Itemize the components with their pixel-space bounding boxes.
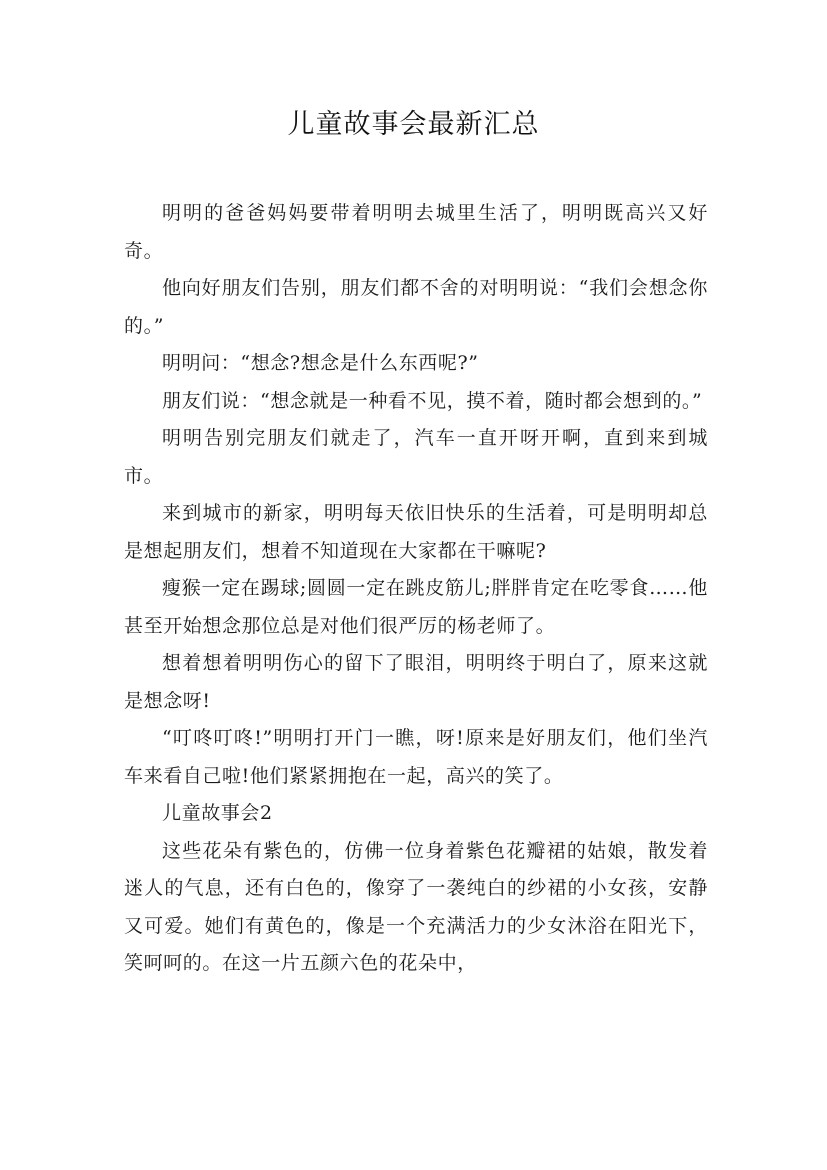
paragraph: “叮咚叮咚!”明明打开门一瞧，呀!原来是好朋友们，他们坐汽车来看自己啦!他们紧紧拥抱在一起，高兴的笑了。: [124, 727, 708, 787]
paragraph: 明明的爸爸妈妈要带着明明去城里生活了，明明既高兴又好奇。: [124, 202, 708, 262]
document-body: [124, 195, 708, 983]
paragraph: 朋友们说：“想念就是一种看不见，摸不着，随时都会想到的。”: [162, 389, 703, 412]
document-title: 儿童故事会最新汇总: [287, 109, 540, 140]
paragraph: 明明问：“想念?想念是什么东西呢?”: [162, 352, 479, 374]
paragraph: 这些花朵有紫色的，仿佛一位身着紫色花瓣裙的姑娘，散发着迷人的气息，还有白色的，像穿了一袭纯白的纱裙的小女孩，安静又可爱。她们有黄色的，像是一个充满活力的少女沐浴在阳光下，笑呵呵的。在这一片五颜六色的花朵中，: [124, 839, 708, 974]
paragraph: 他向好朋友们告别，朋友们都不舍的对明明说：“我们会想念你的。”: [124, 277, 708, 337]
paragraph: 来到城市的新家，明明每天依旧快乐的生活着，可是明明却总是想起朋友们，想着不知道现在大家都在干嘛呢?: [124, 502, 708, 562]
paragraph: 瘦猴一定在踢球;圆圆一定在跳皮筋儿;胖胖肯定在吃零食……他甚至开始想念那位总是对他们很严厉的杨老师了。: [124, 577, 708, 637]
section-heading: 儿童故事会2: [162, 802, 273, 824]
paragraph: 明明告别完朋友们就走了，汽车一直开呀开啊，直到来到城市。: [124, 427, 708, 487]
paragraph: 想着想着明明伤心的留下了眼泪，明明终于明白了，原来这就是想念呀!: [124, 652, 708, 712]
